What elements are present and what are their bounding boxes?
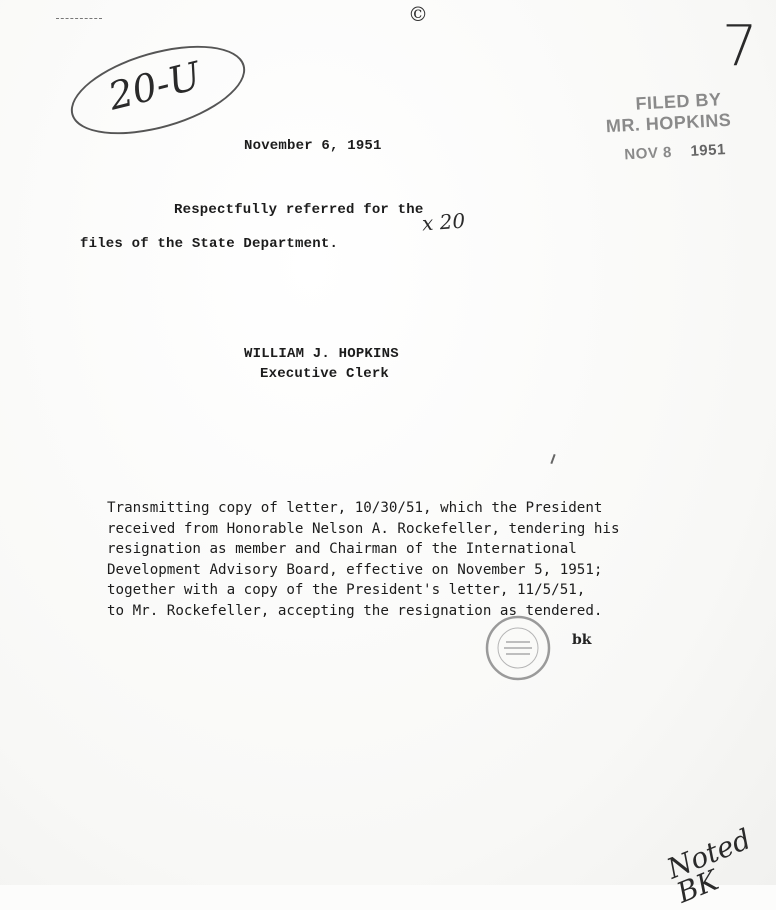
memo-date: November 6, 1951 [244, 138, 382, 154]
stamp-line-1: FILED BY [634, 89, 722, 114]
transmittal-line: Development Advisory Board, effective on November 5, 1951; [107, 561, 603, 578]
signer-name: WILLIAM J. HOPKINS [244, 346, 399, 362]
stray-mark [550, 454, 555, 464]
referral-line-2: files of the State Department. [80, 236, 339, 252]
stamp-line-2: MR. HOPKINS [605, 109, 732, 137]
referral-line-1: Respectfully referred for the [174, 202, 424, 218]
transmittal-line: to Mr. Rockefeller, accepting the resignation as tendered. [107, 602, 603, 619]
page-mark: © [408, 2, 428, 26]
typist-initials: bk [572, 632, 592, 648]
corner-mark: 7 [722, 14, 758, 79]
round-seal-stamp [484, 614, 552, 682]
transmittal-line: resignation as member and Chairman of the International [107, 541, 577, 558]
transmittal-line: together with a copy of the President's letter, 11/5/51, [107, 582, 586, 599]
stamp-date-year: 1951 [690, 141, 727, 160]
annotation: x 20 [421, 208, 466, 236]
stamp-date-month: NOV 8 [623, 143, 673, 164]
stamp-date [607, 141, 733, 165]
top-left-mark [56, 18, 102, 19]
filed-by-stamp [604, 89, 733, 164]
signer-title: Executive Clerk [260, 366, 390, 382]
transmittal-text [107, 498, 620, 622]
file-code: 20-U [104, 53, 206, 119]
handwritten-note: Noted BK [662, 822, 756, 910]
transmittal-line: Transmitting copy of letter, 10/30/51, which the President [107, 500, 603, 516]
transmittal-line: received from Honorable Nelson A. Rockefeller, tendering his [107, 520, 620, 537]
